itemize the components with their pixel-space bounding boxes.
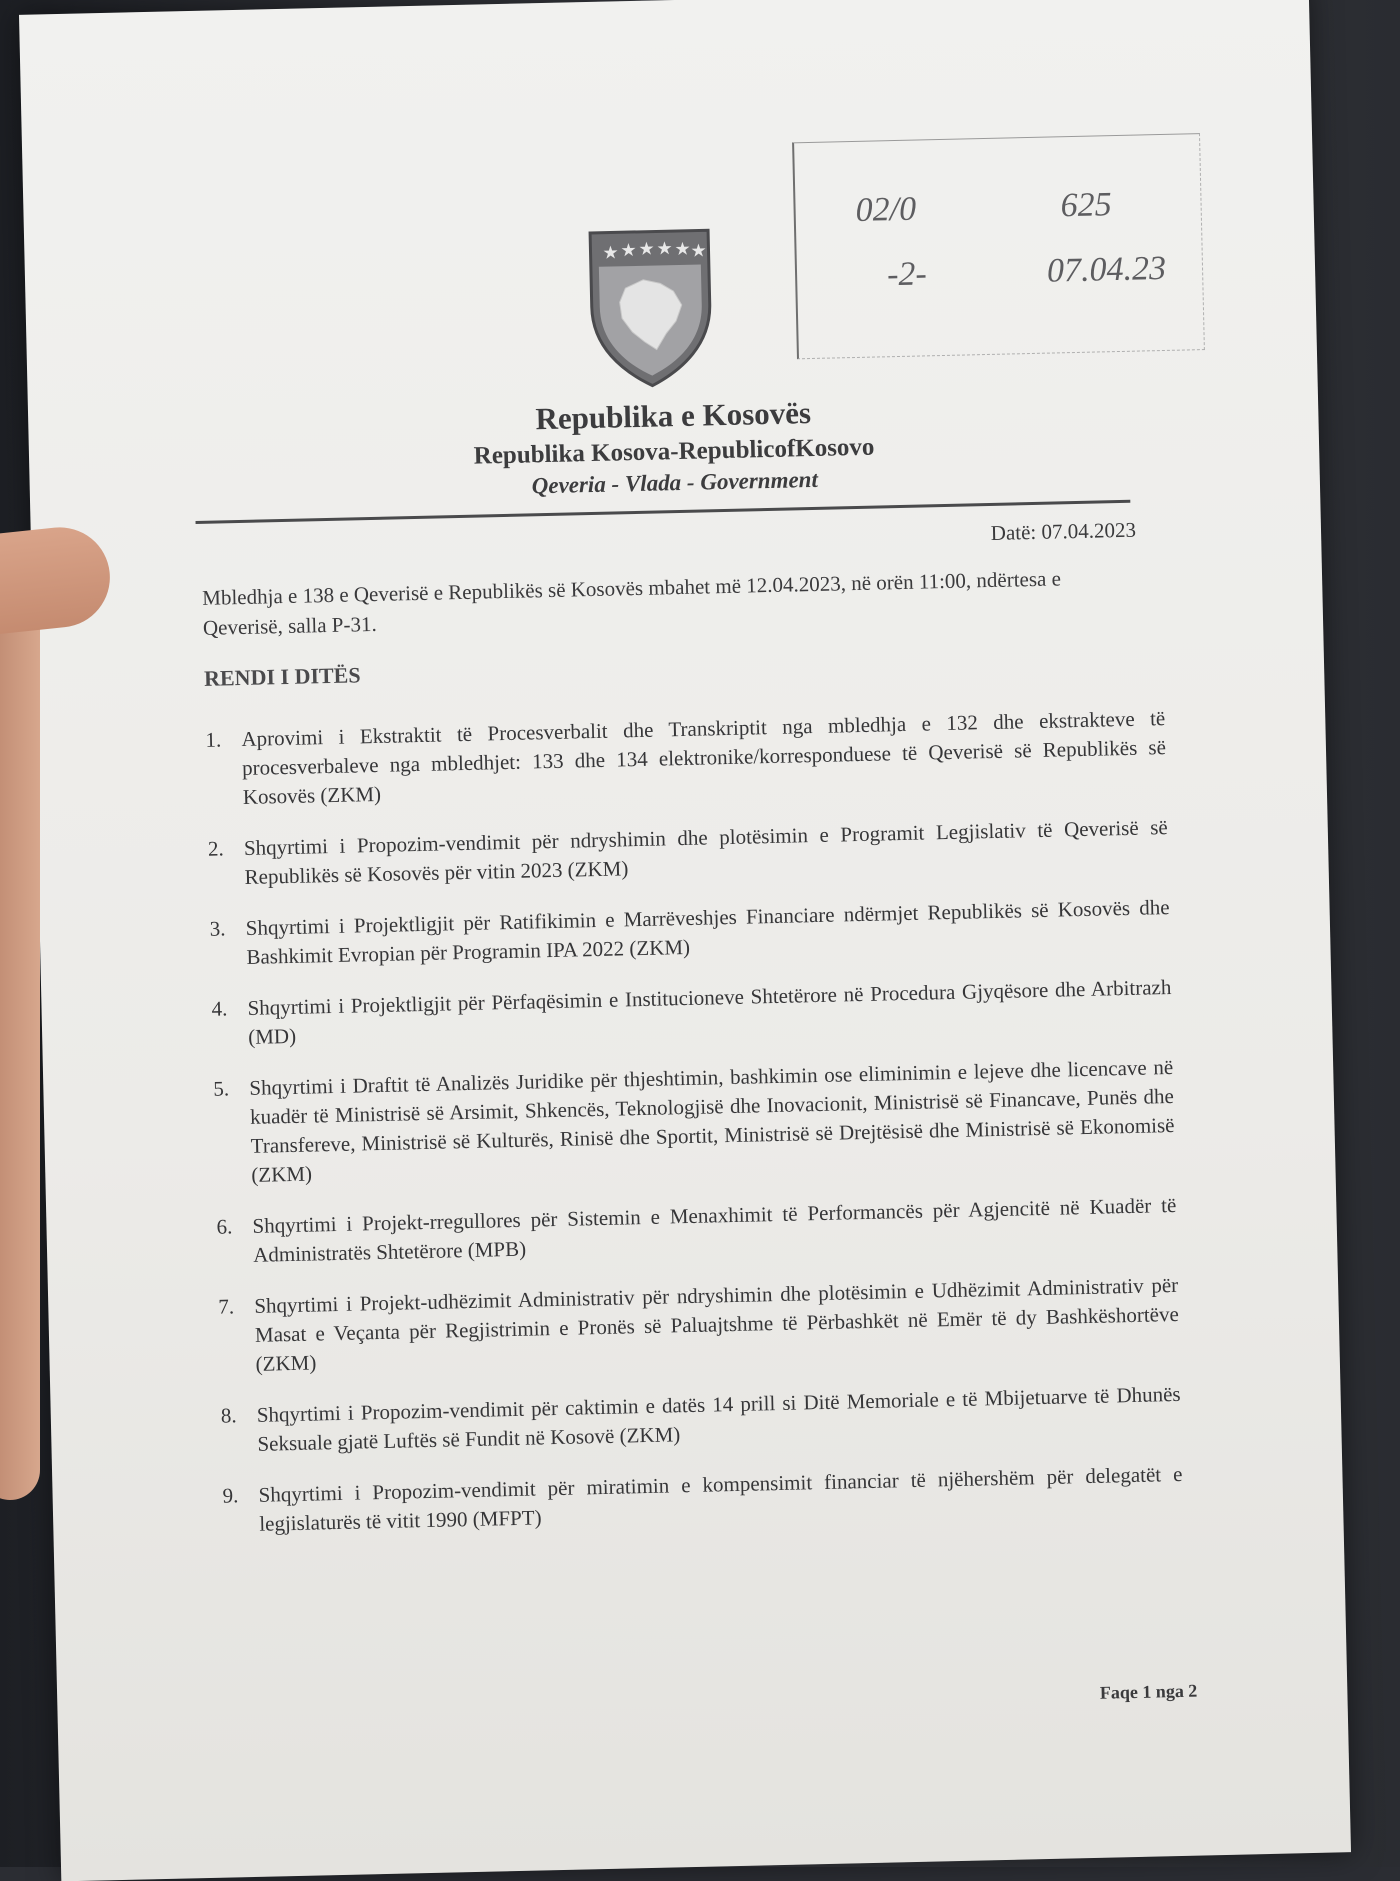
agenda-item-text: Shqyrtimi i Projekt-rregullores për Sistemin e Menaxhimit të Performancës për Agjencitë në Kuadër të Administratës Shtetërore (MPB) (252, 1192, 1177, 1267)
agenda-item-number: 6. (216, 1214, 233, 1239)
header-title: Republika e Kosovës (535, 395, 812, 437)
hand (0, 600, 40, 1500)
agenda-item-number: 4. (211, 996, 228, 1021)
agenda-item-text: Shqyrtimi i Propozim-vendimit për caktimin e datës 14 prill si Ditë Memoriale e të Mbijetuarve të Dhunës Seksuale gjatë Luftës së Fundit në Kosovë (ZKM) (256, 1381, 1181, 1456)
coat-of-arms-icon (584, 224, 718, 392)
meeting-intro: Mbledhja e 138 e Qeverisë e Republikës së Kosovës mbahet më 12.04.2023, në orën 11:00, ndërtesa e Qeverisë, salla P-31. (201, 566, 1062, 640)
agenda-item (209, 893, 1170, 973)
agenda-item-text: Shqyrtimi i Draftit të Analizës Juridike për thjeshtimin, bashkimin ose eliminimin e lejeve dhe licencave në kuadër të Ministrisë së Arsimit, Shkencës, Teknologjisë dhe Inovacionit, Ministrisë së Financave, Punës dhe Transfereve, Ministrisë së Kulturës, Rinisë dhe Sportit, Ministrisë së Drejtësisë dhe Ministrisë së Ekonomisë (ZKM) (249, 1054, 1175, 1187)
agenda-item (213, 1053, 1175, 1191)
svg-text:★: ★ (602, 242, 619, 264)
agenda-item-number: 8. (220, 1403, 237, 1428)
agenda-item (205, 704, 1167, 813)
header-subtitle: Republika Kosova-RepublicofKosovo (473, 433, 875, 470)
agenda-item-text: Shqyrtimi i Propozim-vendimit për miratimin e kompensimit financiar të njëhershëm për delegatët e legjislaturës të vitit 1990 (MFPT) (258, 1461, 1183, 1536)
document-page (19, 0, 1351, 1881)
stamp-entry-number: 625 (1060, 186, 1112, 225)
agenda-item-text: Shqyrtimi i Projektligjit për Përfaqësimin e Institucioneve Shtetërore në Procedura Gjyqësore dhe Arbitrazh (MD) (247, 974, 1172, 1049)
agenda-item (216, 1191, 1177, 1271)
agenda-item-number: 1. (205, 727, 222, 752)
stamp-protocol-number: 02/0 (855, 190, 917, 229)
svg-text:★: ★ (638, 238, 655, 260)
agenda-item (208, 813, 1169, 893)
agenda-item-number: 2. (207, 836, 224, 861)
agenda-item-text: Shqyrtimi i Projekt-udhëzimit Administrativ për ndryshimin dhe plotësimin e Udhëzimit Administrativ për Masat e Veçanta për Regjistrimin e Pronës së Paluajtshme të Përbashkët në Emër të dy Bashkëshortëve (ZKM) (254, 1272, 1180, 1376)
document-date: Datë: 07.04.2023 (990, 517, 1137, 545)
agenda-item-text: Shqyrtimi i Propozim-vendimit për ndryshimin dhe plotësimin e Programit Legjislativ të Qeverisë së Republikës së Kosovës për vitin 2023 (ZKM) (243, 815, 1168, 889)
agenda-item-number: 7. (218, 1294, 235, 1319)
page-number: Faqe 1 nga 2 (1099, 1680, 1198, 1703)
stamp-date: 07.04.23 (1046, 249, 1167, 290)
agenda-item (211, 973, 1172, 1053)
agenda-item-number: 9. (222, 1483, 239, 1508)
agenda-list (205, 704, 1184, 1562)
agenda-item-number: 5. (213, 1076, 230, 1101)
svg-text:★: ★ (674, 238, 691, 261)
agenda-item-number: 3. (209, 916, 226, 941)
header-government: Qeveria - Vlada - Government (531, 466, 819, 499)
stamp-annex: -2- (886, 255, 928, 294)
svg-text:★: ★ (690, 240, 707, 262)
agenda-item (222, 1460, 1183, 1540)
agenda-item (218, 1271, 1180, 1380)
svg-text:★: ★ (656, 238, 673, 260)
agenda-item (221, 1380, 1182, 1460)
agenda-item-text: Shqyrtimi i Projektligjit për Ratifikimin e Marrëveshjes Financiare ndërmjet Republikës së Kosovës dhe Bashkimit Evropian për Programin IPA 2022 (ZKM) (245, 895, 1170, 969)
agenda-title: RENDI I DITËS (203, 662, 361, 691)
svg-text:★: ★ (620, 239, 637, 262)
registration-stamp (792, 133, 1205, 359)
agenda-item-text: Aprovimi i Ekstraktit të Procesverbalit dhe Transkriptit nga mbledhja e 132 dhe ekstrakteve të procesverbaleve nga mbledhjet: 133 dhe 134 elektronike/korresponduese të Qeverisë së Republikës së Kosovës (ZKM) (241, 706, 1167, 809)
